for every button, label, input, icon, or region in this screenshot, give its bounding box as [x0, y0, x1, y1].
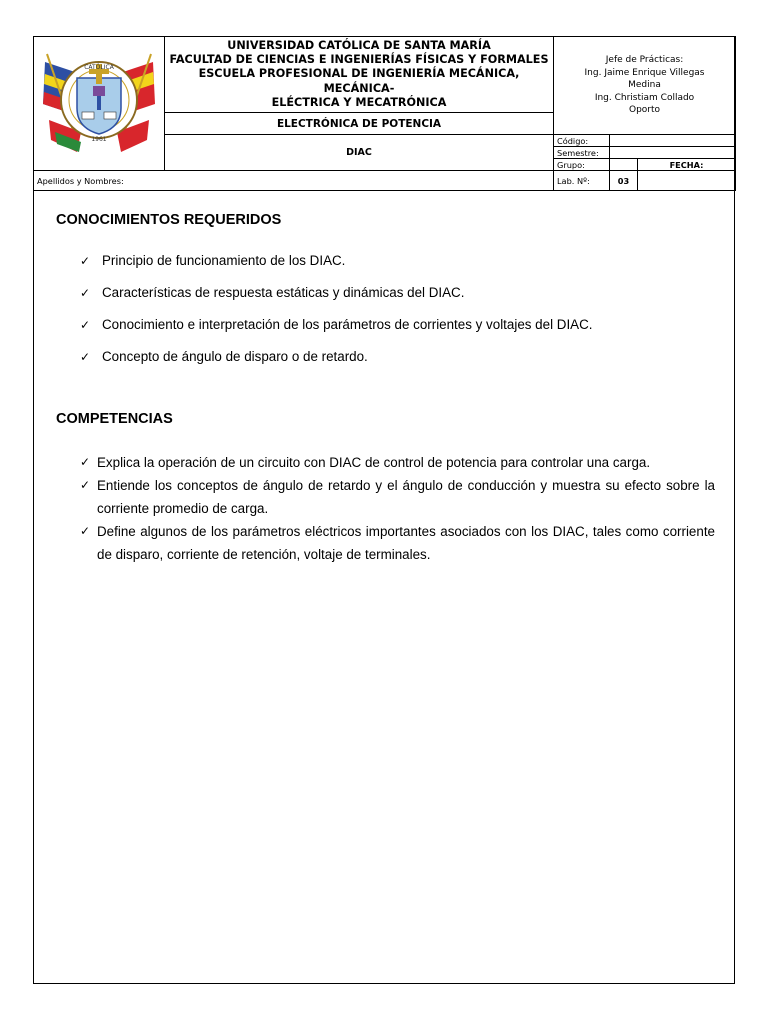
list-item: ✓ Explica la operación de un circuito con DIAC de control de potencia para controlar una carga.	[80, 451, 715, 474]
list-item: ✓ Define algunos de los parámetros eléctricos importantes asociados con los DIAC, tales como corriente de disparo, corriente de retención, voltaje de terminales.	[80, 520, 715, 566]
apellidos-label: Apellidos y Nombres:	[34, 171, 554, 191]
checkmark-icon: ✓	[80, 286, 91, 300]
section-title-competencias: COMPETENCIAS	[56, 411, 173, 427]
semestre-label: Semestre:	[554, 147, 610, 159]
document-header	[33, 36, 736, 191]
codigo-value[interactable]	[610, 135, 736, 147]
school-name-line1: ESCUELA PROFESIONAL DE INGENIERÍA MECÁNICA, MECÁNICA-	[198, 67, 520, 95]
requisitos-list	[80, 253, 710, 381]
checkmark-icon: ✓	[80, 478, 91, 492]
codigo-label: Código:	[554, 135, 610, 147]
fecha-value[interactable]	[638, 171, 736, 191]
list-item: ✓ Conocimiento e interpretación de los parámetros de corrientes y voltajes del DIAC.	[80, 317, 593, 332]
checkmark-icon: ✓	[80, 524, 91, 538]
list-item: ✓ Entiende los conceptos de ángulo de retardo y el ángulo de conducción y muestra su efecto sobre la corriente promedio de carga.	[80, 474, 715, 520]
faculty-name: FACULTAD DE CIENCIAS E INGENIERÍAS FÍSICAS Y FORMALES	[169, 53, 549, 67]
instructor-2-line1: Ing. Christiam Collado	[594, 92, 695, 103]
lab-number-value: 03	[610, 171, 638, 191]
checkmark-icon: ✓	[80, 318, 91, 332]
instructor-2-line2: Oporto	[628, 105, 661, 116]
topic-title: DIAC	[165, 135, 554, 171]
university-seal-graphic	[37, 42, 161, 162]
seal-text-top: CATÓLICA	[84, 63, 114, 71]
seal-year: 1961	[91, 135, 107, 143]
lab-number-label: Lab. Nº:	[554, 171, 610, 191]
checkmark-icon: ✓	[80, 350, 91, 364]
list-item: ✓ Concepto de ángulo de disparo o de retardo.	[80, 349, 368, 364]
instructor-label: Jefe de Prácticas:	[605, 55, 684, 66]
university-seal	[34, 37, 165, 171]
semestre-value[interactable]	[610, 147, 736, 159]
institution-block	[165, 37, 554, 113]
school-name-line2: ELÉCTRICA Y MECATRÓNICA	[271, 95, 447, 109]
checkmark-icon: ✓	[80, 455, 91, 469]
list-item: ✓ Principio de funcionamiento de los DIAC.	[80, 253, 346, 268]
instructor-1-line1: Ing. Jaime Enrique Villegas	[584, 67, 705, 78]
competencias-list	[80, 451, 715, 566]
course-name: ELECTRÓNICA DE POTENCIA	[165, 113, 554, 135]
lab-instructors	[554, 37, 736, 135]
university-name: UNIVERSIDAD CATÓLICA DE SANTA MARÍA	[227, 38, 491, 52]
checkmark-icon: ✓	[80, 254, 91, 268]
grupo-value[interactable]	[610, 159, 638, 171]
grupo-label: Grupo:	[554, 159, 610, 171]
instructor-1-line2: Medina	[628, 80, 661, 91]
fecha-label: FECHA:	[638, 159, 736, 171]
list-item: ✓ Características de respuesta estáticas y dinámicas del DIAC.	[80, 285, 465, 300]
section-title-requisitos: CONOCIMIENTOS REQUERIDOS	[56, 212, 282, 228]
